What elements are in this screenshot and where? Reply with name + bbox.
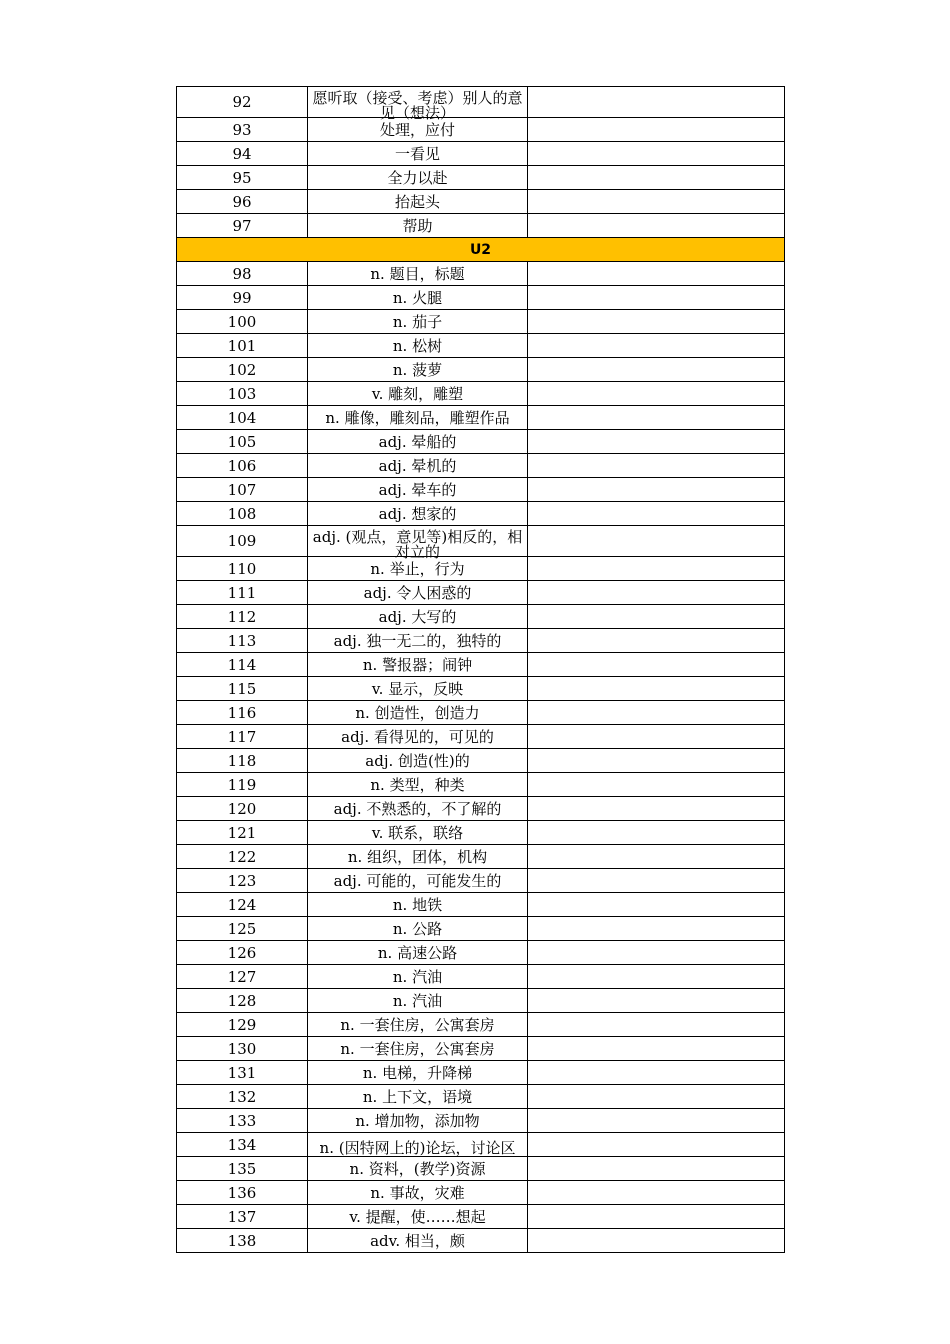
definition-cell bbox=[308, 773, 528, 797]
definition-cell bbox=[308, 653, 528, 677]
definition-text: v. 联系，联络 bbox=[371, 823, 464, 842]
table-row bbox=[177, 917, 785, 941]
answer-cell[interactable] bbox=[528, 869, 785, 893]
row-number: 117 bbox=[177, 725, 308, 749]
definition-cell bbox=[308, 1109, 528, 1133]
answer-cell[interactable] bbox=[528, 701, 785, 725]
definition-cell bbox=[308, 286, 528, 310]
definition-cell bbox=[308, 869, 528, 893]
definition-text: adj. 创造(性)的 bbox=[365, 751, 470, 770]
definition-text: n. 一套住房，公寓套房 bbox=[340, 1015, 495, 1034]
answer-cell[interactable] bbox=[528, 526, 785, 557]
row-number: 121 bbox=[177, 821, 308, 845]
definition-cell bbox=[308, 1013, 528, 1037]
table-row bbox=[177, 1013, 785, 1037]
definition-text: 一看见 bbox=[394, 144, 440, 163]
definition-cell bbox=[308, 1157, 528, 1181]
table-row bbox=[177, 478, 785, 502]
definition-cell bbox=[308, 1061, 528, 1085]
definition-cell bbox=[308, 334, 528, 358]
definition-cell bbox=[308, 677, 528, 701]
row-number: 114 bbox=[177, 653, 308, 677]
definition-text: n. 题目，标题 bbox=[370, 264, 465, 283]
row-number: 135 bbox=[177, 1157, 308, 1181]
table-row bbox=[177, 118, 785, 142]
answer-cell[interactable] bbox=[528, 917, 785, 941]
table-row bbox=[177, 142, 785, 166]
answer-cell[interactable] bbox=[528, 989, 785, 1013]
row-number: 130 bbox=[177, 1037, 308, 1061]
row-number: 101 bbox=[177, 334, 308, 358]
table-row bbox=[177, 1061, 785, 1085]
answer-cell[interactable] bbox=[528, 118, 785, 142]
row-number: 105 bbox=[177, 430, 308, 454]
definition-cell bbox=[308, 797, 528, 821]
answer-cell[interactable] bbox=[528, 87, 785, 118]
definition-text: 抬起头 bbox=[394, 192, 440, 211]
table-row bbox=[177, 893, 785, 917]
vocabulary-table bbox=[176, 86, 785, 1253]
definition-cell bbox=[308, 821, 528, 845]
definition-text: adj. 晕车的 bbox=[378, 480, 457, 499]
definition-text: adj. 不熟悉的，不了解的 bbox=[333, 799, 502, 818]
definition-text: 愿听取（接受、考虑）别人的意见（想法） bbox=[312, 89, 523, 122]
definition-cell bbox=[308, 989, 528, 1013]
definition-text: n. 高速公路 bbox=[377, 943, 458, 962]
answer-cell[interactable] bbox=[528, 358, 785, 382]
definition-cell bbox=[308, 581, 528, 605]
definition-cell bbox=[308, 190, 528, 214]
answer-cell[interactable] bbox=[528, 166, 785, 190]
definition-text: n. 上下文，语境 bbox=[362, 1087, 473, 1106]
answer-cell[interactable] bbox=[528, 581, 785, 605]
row-number: 127 bbox=[177, 965, 308, 989]
definition-cell bbox=[308, 629, 528, 653]
answer-cell[interactable] bbox=[528, 557, 785, 581]
row-number: 134 bbox=[177, 1133, 308, 1157]
answer-cell[interactable] bbox=[528, 1181, 785, 1205]
answer-cell[interactable] bbox=[528, 430, 785, 454]
row-number: 95 bbox=[177, 166, 308, 190]
definition-text: 帮助 bbox=[402, 216, 433, 235]
definition-cell bbox=[308, 406, 528, 430]
table-row bbox=[177, 190, 785, 214]
row-number: 124 bbox=[177, 893, 308, 917]
table-row bbox=[177, 605, 785, 629]
row-number: 96 bbox=[177, 190, 308, 214]
definition-cell bbox=[308, 1133, 528, 1157]
row-number: 123 bbox=[177, 869, 308, 893]
table-row bbox=[177, 821, 785, 845]
definition-text: adj. 独一无二的，独特的 bbox=[333, 631, 502, 650]
definition-cell bbox=[308, 142, 528, 166]
definition-text: adj. 想家的 bbox=[378, 504, 457, 523]
table-row bbox=[177, 581, 785, 605]
definition-text: v. 提醒，使……想起 bbox=[349, 1207, 486, 1226]
table-row bbox=[177, 869, 785, 893]
table-row bbox=[177, 1157, 785, 1181]
definition-cell bbox=[308, 430, 528, 454]
definition-cell bbox=[308, 941, 528, 965]
definition-text: adj. 令人困惑的 bbox=[363, 583, 472, 602]
definition-cell bbox=[308, 917, 528, 941]
definition-cell bbox=[308, 502, 528, 526]
definition-cell bbox=[308, 358, 528, 382]
table-row bbox=[177, 557, 785, 581]
row-number: 125 bbox=[177, 917, 308, 941]
definition-cell bbox=[308, 87, 528, 122]
table-row bbox=[177, 454, 785, 478]
table-row bbox=[177, 262, 785, 286]
answer-cell[interactable] bbox=[528, 653, 785, 677]
row-number: 97 bbox=[177, 214, 308, 238]
table-row bbox=[177, 406, 785, 430]
definition-text: adj. 晕机的 bbox=[378, 456, 457, 475]
row-number: 93 bbox=[177, 118, 308, 142]
answer-cell[interactable] bbox=[528, 1037, 785, 1061]
table-body-unit2 bbox=[177, 262, 785, 1253]
row-number: 103 bbox=[177, 382, 308, 406]
table-row bbox=[177, 358, 785, 382]
answer-cell[interactable] bbox=[528, 142, 785, 166]
definition-cell bbox=[308, 526, 528, 561]
answer-cell[interactable] bbox=[528, 1061, 785, 1085]
table-body-unit1-tail bbox=[177, 87, 785, 238]
answer-cell[interactable] bbox=[528, 1157, 785, 1181]
answer-cell[interactable] bbox=[528, 310, 785, 334]
table-row bbox=[177, 1205, 785, 1229]
definition-cell bbox=[308, 382, 528, 406]
definition-cell bbox=[308, 845, 528, 869]
table-row bbox=[177, 382, 785, 406]
row-number: 122 bbox=[177, 845, 308, 869]
row-number: 112 bbox=[177, 605, 308, 629]
definition-text: adj. 看得见的，可见的 bbox=[341, 727, 494, 746]
definition-text: n. 公路 bbox=[392, 919, 443, 938]
section-header-group bbox=[177, 238, 785, 262]
answer-cell[interactable] bbox=[528, 1085, 785, 1109]
row-number: 133 bbox=[177, 1109, 308, 1133]
table-row bbox=[177, 214, 785, 238]
table-row bbox=[177, 701, 785, 725]
definition-text: adj. 晕船的 bbox=[378, 432, 457, 451]
answer-cell[interactable] bbox=[528, 1109, 785, 1133]
definition-cell bbox=[308, 965, 528, 989]
definition-cell bbox=[308, 166, 528, 190]
table-row bbox=[177, 1109, 785, 1133]
row-number: 100 bbox=[177, 310, 308, 334]
row-number: 137 bbox=[177, 1205, 308, 1229]
definition-cell bbox=[308, 1229, 528, 1253]
table-row bbox=[177, 334, 785, 358]
answer-cell[interactable] bbox=[528, 214, 785, 238]
row-number: 129 bbox=[177, 1013, 308, 1037]
answer-cell[interactable] bbox=[528, 797, 785, 821]
definition-text: n. 创造性，创造力 bbox=[355, 703, 480, 722]
answer-cell[interactable] bbox=[528, 965, 785, 989]
answer-cell[interactable] bbox=[528, 454, 785, 478]
answer-cell[interactable] bbox=[528, 941, 785, 965]
definition-text: n. 增加物，添加物 bbox=[355, 1111, 480, 1130]
row-number: 132 bbox=[177, 1085, 308, 1109]
row-number: 109 bbox=[177, 526, 308, 557]
definition-text: n. 茄子 bbox=[392, 312, 443, 331]
answer-cell[interactable] bbox=[528, 845, 785, 869]
definition-cell bbox=[308, 1205, 528, 1229]
table-row bbox=[177, 87, 785, 118]
table-row bbox=[177, 1181, 785, 1205]
row-number: 131 bbox=[177, 1061, 308, 1085]
row-number: 99 bbox=[177, 286, 308, 310]
row-number: 136 bbox=[177, 1181, 308, 1205]
definition-cell bbox=[308, 701, 528, 725]
table-row bbox=[177, 965, 785, 989]
definition-text: n. (因特网上的)论坛，讨论区 bbox=[319, 1139, 516, 1157]
row-number: 92 bbox=[177, 87, 308, 118]
answer-cell[interactable] bbox=[528, 893, 785, 917]
row-number: 126 bbox=[177, 941, 308, 965]
definition-text: v. 显示，反映 bbox=[371, 679, 464, 698]
definition-text: adj. 可能的，可能发生的 bbox=[333, 871, 502, 890]
definition-text: n. 菠萝 bbox=[392, 360, 443, 379]
definition-text: n. 电梯，升降梯 bbox=[362, 1063, 473, 1082]
row-number: 94 bbox=[177, 142, 308, 166]
definition-text: n. 资料，(教学)资源 bbox=[349, 1159, 486, 1178]
answer-cell[interactable] bbox=[528, 1205, 785, 1229]
row-number: 107 bbox=[177, 478, 308, 502]
definition-cell bbox=[308, 605, 528, 629]
section-header-row bbox=[177, 238, 785, 262]
row-number: 110 bbox=[177, 557, 308, 581]
table-row bbox=[177, 629, 785, 653]
row-number: 120 bbox=[177, 797, 308, 821]
table-row bbox=[177, 1037, 785, 1061]
definition-cell bbox=[308, 118, 528, 142]
table-row bbox=[177, 773, 785, 797]
definition-text: n. 警报器；闹钟 bbox=[362, 655, 473, 674]
section-title: U2 bbox=[177, 238, 785, 262]
answer-cell[interactable] bbox=[528, 478, 785, 502]
table-row bbox=[177, 653, 785, 677]
row-number: 128 bbox=[177, 989, 308, 1013]
definition-cell bbox=[308, 214, 528, 238]
row-number: 138 bbox=[177, 1229, 308, 1253]
definition-text: n. 雕像，雕刻品，雕塑作品 bbox=[325, 408, 510, 427]
table-row bbox=[177, 725, 785, 749]
definition-cell bbox=[308, 454, 528, 478]
table-row bbox=[177, 1085, 785, 1109]
definition-text: n. 组织，团体，机构 bbox=[347, 847, 488, 866]
table-row bbox=[177, 797, 785, 821]
table-row bbox=[177, 845, 785, 869]
definition-cell bbox=[308, 725, 528, 749]
row-number: 104 bbox=[177, 406, 308, 430]
answer-cell[interactable] bbox=[528, 605, 785, 629]
definition-text: n. 火腿 bbox=[392, 288, 443, 307]
definition-text: adv. 相当，颇 bbox=[370, 1231, 465, 1250]
answer-cell[interactable] bbox=[528, 773, 785, 797]
table-row bbox=[177, 430, 785, 454]
table-row bbox=[177, 1133, 785, 1157]
definition-text: n. 举止，行为 bbox=[370, 559, 465, 578]
answer-cell[interactable] bbox=[528, 1229, 785, 1253]
answer-cell[interactable] bbox=[528, 677, 785, 701]
table-row bbox=[177, 1229, 785, 1253]
definition-cell bbox=[308, 262, 528, 286]
answer-cell[interactable] bbox=[528, 382, 785, 406]
table-row bbox=[177, 286, 785, 310]
definition-text: 处理，应付 bbox=[379, 120, 455, 139]
row-number: 108 bbox=[177, 502, 308, 526]
answer-cell[interactable] bbox=[528, 749, 785, 773]
vocabulary-sheet bbox=[176, 86, 784, 1253]
row-number: 111 bbox=[177, 581, 308, 605]
row-number: 118 bbox=[177, 749, 308, 773]
definition-text: v. 雕刻，雕塑 bbox=[371, 384, 464, 403]
table-row bbox=[177, 526, 785, 557]
definition-cell bbox=[308, 1181, 528, 1205]
answer-cell[interactable] bbox=[528, 821, 785, 845]
definition-text: n. 事故，灾难 bbox=[370, 1183, 465, 1202]
definition-text: n. 类型，种类 bbox=[370, 775, 465, 794]
row-number: 116 bbox=[177, 701, 308, 725]
row-number: 113 bbox=[177, 629, 308, 653]
answer-cell[interactable] bbox=[528, 334, 785, 358]
table-row bbox=[177, 166, 785, 190]
answer-cell[interactable] bbox=[528, 629, 785, 653]
definition-text: n. 汽油 bbox=[392, 991, 443, 1010]
definition-cell bbox=[308, 1085, 528, 1109]
row-number: 98 bbox=[177, 262, 308, 286]
table-row bbox=[177, 310, 785, 334]
answer-cell[interactable] bbox=[528, 406, 785, 430]
definition-text: n. 地铁 bbox=[392, 895, 443, 914]
answer-cell[interactable] bbox=[528, 502, 785, 526]
definition-text: adj. (观点，意见等)相反的，相对立的 bbox=[312, 528, 523, 561]
answer-cell[interactable] bbox=[528, 1133, 785, 1157]
definition-text: adj. 大写的 bbox=[378, 607, 457, 626]
answer-cell[interactable] bbox=[528, 286, 785, 310]
definition-cell bbox=[308, 478, 528, 502]
definition-cell bbox=[308, 310, 528, 334]
table-row bbox=[177, 502, 785, 526]
answer-cell[interactable] bbox=[528, 725, 785, 749]
definition-text: n. 汽油 bbox=[392, 967, 443, 986]
table-row bbox=[177, 749, 785, 773]
definition-cell bbox=[308, 557, 528, 581]
definition-cell bbox=[308, 1037, 528, 1061]
row-number: 106 bbox=[177, 454, 308, 478]
table-row bbox=[177, 677, 785, 701]
definition-cell bbox=[308, 749, 528, 773]
answer-cell[interactable] bbox=[528, 1013, 785, 1037]
row-number: 102 bbox=[177, 358, 308, 382]
answer-cell[interactable] bbox=[528, 262, 785, 286]
row-number: 115 bbox=[177, 677, 308, 701]
row-number: 119 bbox=[177, 773, 308, 797]
table-row bbox=[177, 941, 785, 965]
answer-cell[interactable] bbox=[528, 190, 785, 214]
definition-text: n. 松树 bbox=[392, 336, 443, 355]
definition-text: 全力以赴 bbox=[387, 168, 448, 187]
table-row bbox=[177, 989, 785, 1013]
definition-cell bbox=[308, 893, 528, 917]
definition-text: n. 一套住房，公寓套房 bbox=[340, 1039, 495, 1058]
